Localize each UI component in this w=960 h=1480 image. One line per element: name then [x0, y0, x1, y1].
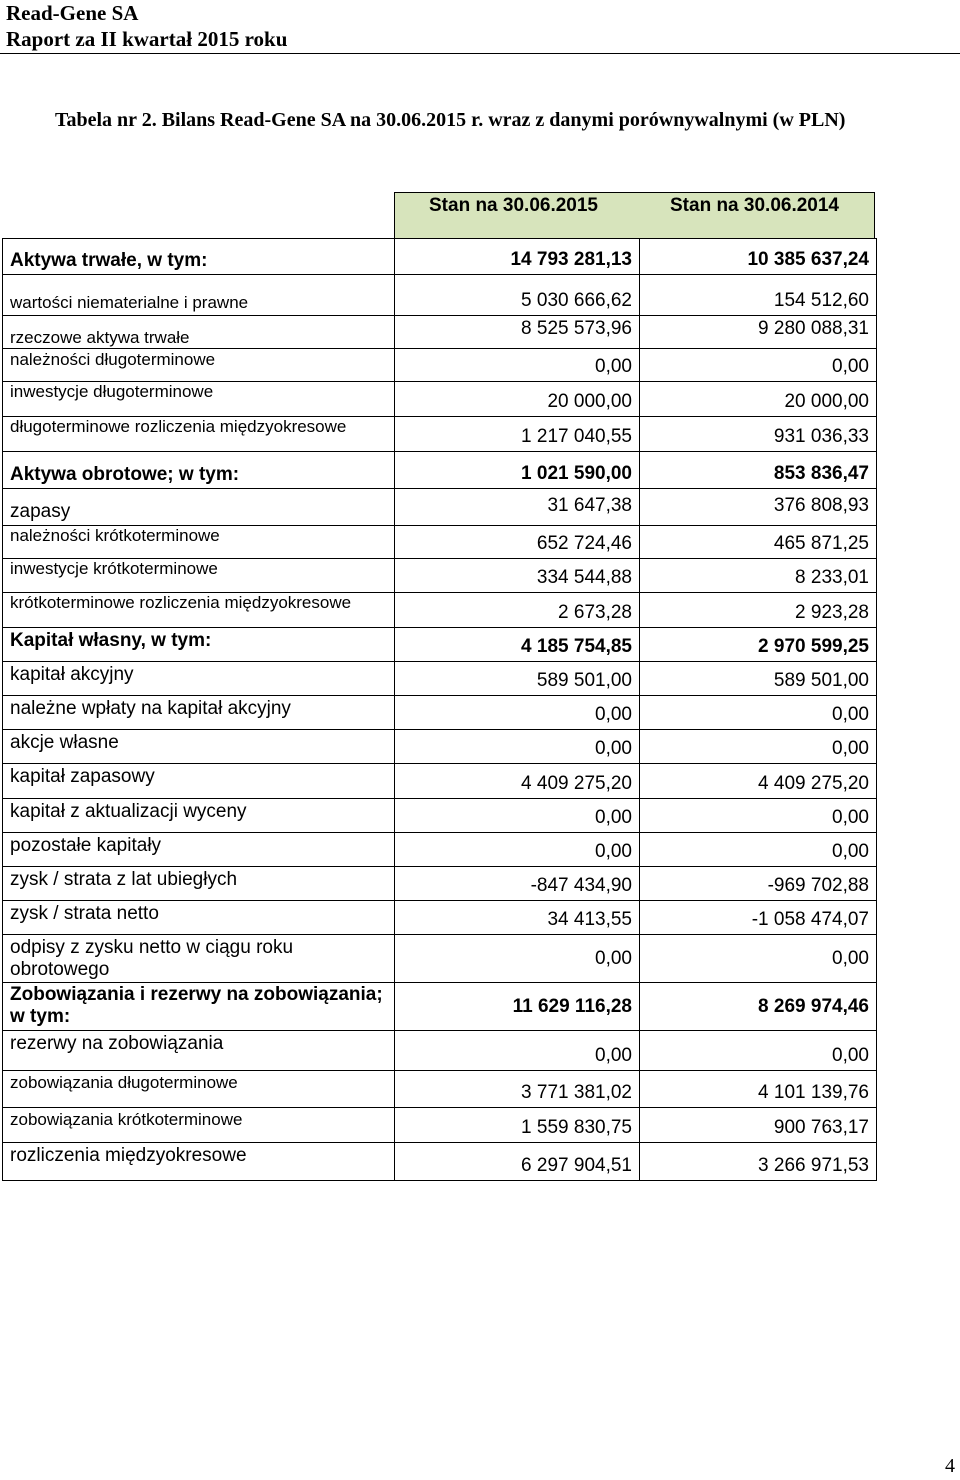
table-row: [3, 526, 877, 559]
value-2014: 3 266 971,53: [640, 1143, 877, 1181]
table-row: [3, 559, 877, 593]
value-2014: 8 269 974,46: [640, 983, 877, 1031]
row-label: zobowiązania długoterminowe: [3, 1071, 395, 1108]
table-row: [3, 867, 877, 901]
table-row: [3, 1143, 877, 1181]
row-label: wartości niematerialne i prawne: [3, 275, 395, 316]
value-2014: -969 702,88: [640, 867, 877, 901]
value-2015: 589 501,00: [395, 662, 640, 696]
value-2015: 31 647,38: [395, 489, 640, 526]
value-2015: 2 673,28: [395, 593, 640, 628]
value-2015: 0,00: [395, 935, 640, 983]
row-label: zobowiązania krótkoterminowe: [3, 1108, 395, 1143]
value-2015: 1 559 830,75: [395, 1108, 640, 1143]
row-label: należności długoterminowe: [3, 349, 395, 382]
value-2015: 3 771 381,02: [395, 1071, 640, 1108]
value-2015: 34 413,55: [395, 901, 640, 935]
row-label: długoterminowe rozliczenia międzyokresowe: [3, 417, 395, 452]
table-row: [3, 799, 877, 833]
table-row: [3, 901, 877, 935]
table-row: [3, 1108, 877, 1143]
value-2014: 0,00: [640, 349, 877, 382]
row-label: Aktywa trwałe, w tym:: [3, 239, 395, 275]
table-row: [3, 662, 877, 696]
row-label: inwestycje krótkoterminowe: [3, 559, 395, 593]
value-2015: 4 185 754,85: [395, 628, 640, 662]
value-2015: 11 629 116,28: [395, 983, 640, 1031]
column-header: [394, 192, 875, 238]
value-2014: 0,00: [640, 1031, 877, 1071]
header-divider: [0, 53, 960, 54]
value-2014: 0,00: [640, 833, 877, 867]
table-row: [3, 730, 877, 764]
value-2015: 14 793 281,13: [395, 239, 640, 275]
header-report: Raport za II kwartał 2015 roku: [6, 27, 288, 51]
value-2014: 900 763,17: [640, 1108, 877, 1143]
value-2014: -1 058 474,07: [640, 901, 877, 935]
row-label: rozliczenia międzyokresowe: [3, 1143, 395, 1181]
value-2014: 2 923,28: [640, 593, 877, 628]
table-row: [3, 349, 877, 382]
row-label: zapasy: [3, 489, 395, 526]
table-row: [3, 316, 877, 349]
value-2015: 334 544,88: [395, 559, 640, 593]
value-2014: 20 000,00: [640, 382, 877, 417]
value-2014: 465 871,25: [640, 526, 877, 559]
value-2014: 0,00: [640, 696, 877, 730]
value-2014: 589 501,00: [640, 662, 877, 696]
table-title: Tabela nr 2. Bilans Read-Gene SA na 30.06.2015 r. wraz z danymi porównywalnymi (w PLN): [55, 109, 846, 131]
value-2014: 4 101 139,76: [640, 1071, 877, 1108]
table-row: [3, 983, 877, 1031]
value-2014: 9 280 088,31: [640, 316, 877, 349]
value-2014: 0,00: [640, 730, 877, 764]
table-row: [3, 275, 877, 316]
row-label: należne wpłaty na kapitał akcyjny: [3, 696, 395, 730]
value-2014: 8 233,01: [640, 559, 877, 593]
value-2015: 0,00: [395, 833, 640, 867]
value-2015: 0,00: [395, 730, 640, 764]
row-label: krótkoterminowe rozliczenia międzyokresowe: [3, 593, 395, 628]
value-2014: 376 808,93: [640, 489, 877, 526]
row-label: inwestycje długoterminowe: [3, 382, 395, 417]
table-row: [3, 935, 877, 983]
value-2014: 931 036,33: [640, 417, 877, 452]
value-2014: 2 970 599,25: [640, 628, 877, 662]
value-2014: 0,00: [640, 799, 877, 833]
table-row: [3, 1031, 877, 1071]
value-2015: 8 525 573,96: [395, 316, 640, 349]
row-label: rzeczowe aktywa trwałe: [3, 316, 395, 349]
row-label: odpisy z zysku netto w ciągu roku obrotowego: [3, 935, 395, 983]
row-label: pozostałe kapitały: [3, 833, 395, 867]
table-row: [3, 452, 877, 489]
table-row: [3, 417, 877, 452]
table-row: [3, 593, 877, 628]
row-label: kapitał z aktualizacji wyceny: [3, 799, 395, 833]
value-2015: 6 297 904,51: [395, 1143, 640, 1181]
column-header-2014: Stan na 30.06.2014: [670, 195, 839, 216]
value-2015: 0,00: [395, 1031, 640, 1071]
row-label: akcje własne: [3, 730, 395, 764]
row-label: Zobowiązania i rezerwy na zobowiązania; w tym:: [3, 983, 395, 1031]
value-2015: 1 217 040,55: [395, 417, 640, 452]
value-2014: 4 409 275,20: [640, 764, 877, 799]
value-2015: 20 000,00: [395, 382, 640, 417]
row-label: należności krótkoterminowe: [3, 526, 395, 559]
table-row: [3, 239, 877, 275]
table-row: [3, 628, 877, 662]
value-2015: 652 724,46: [395, 526, 640, 559]
header-company: Read-Gene SA: [6, 1, 139, 25]
column-header-2015: Stan na 30.06.2015: [429, 195, 598, 216]
value-2014: 10 385 637,24: [640, 239, 877, 275]
value-2014: 853 836,47: [640, 452, 877, 489]
table-row: [3, 489, 877, 526]
row-label: kapitał zapasowy: [3, 764, 395, 799]
table-row: [3, 833, 877, 867]
value-2015: 0,00: [395, 696, 640, 730]
row-label: zysk / strata z lat ubiegłych: [3, 867, 395, 901]
row-label: kapitał akcyjny: [3, 662, 395, 696]
value-2015: 0,00: [395, 349, 640, 382]
table-row: [3, 696, 877, 730]
value-2015: 5 030 666,62: [395, 275, 640, 316]
table-row: [3, 764, 877, 799]
value-2015: 1 021 590,00: [395, 452, 640, 489]
row-label: Aktywa obrotowe; w tym:: [3, 452, 395, 489]
row-label: rezerwy na zobowiązania: [3, 1031, 395, 1071]
value-2014: 154 512,60: [640, 275, 877, 316]
value-2014: 0,00: [640, 935, 877, 983]
table-row: [3, 382, 877, 417]
balance-sheet-table: [2, 238, 877, 1181]
page-number: 4: [945, 1455, 955, 1477]
value-2015: 0,00: [395, 799, 640, 833]
row-label: Kapitał własny, w tym:: [3, 628, 395, 662]
value-2015: 4 409 275,20: [395, 764, 640, 799]
value-2015: -847 434,90: [395, 867, 640, 901]
table-row: [3, 1071, 877, 1108]
row-label: zysk / strata netto: [3, 901, 395, 935]
